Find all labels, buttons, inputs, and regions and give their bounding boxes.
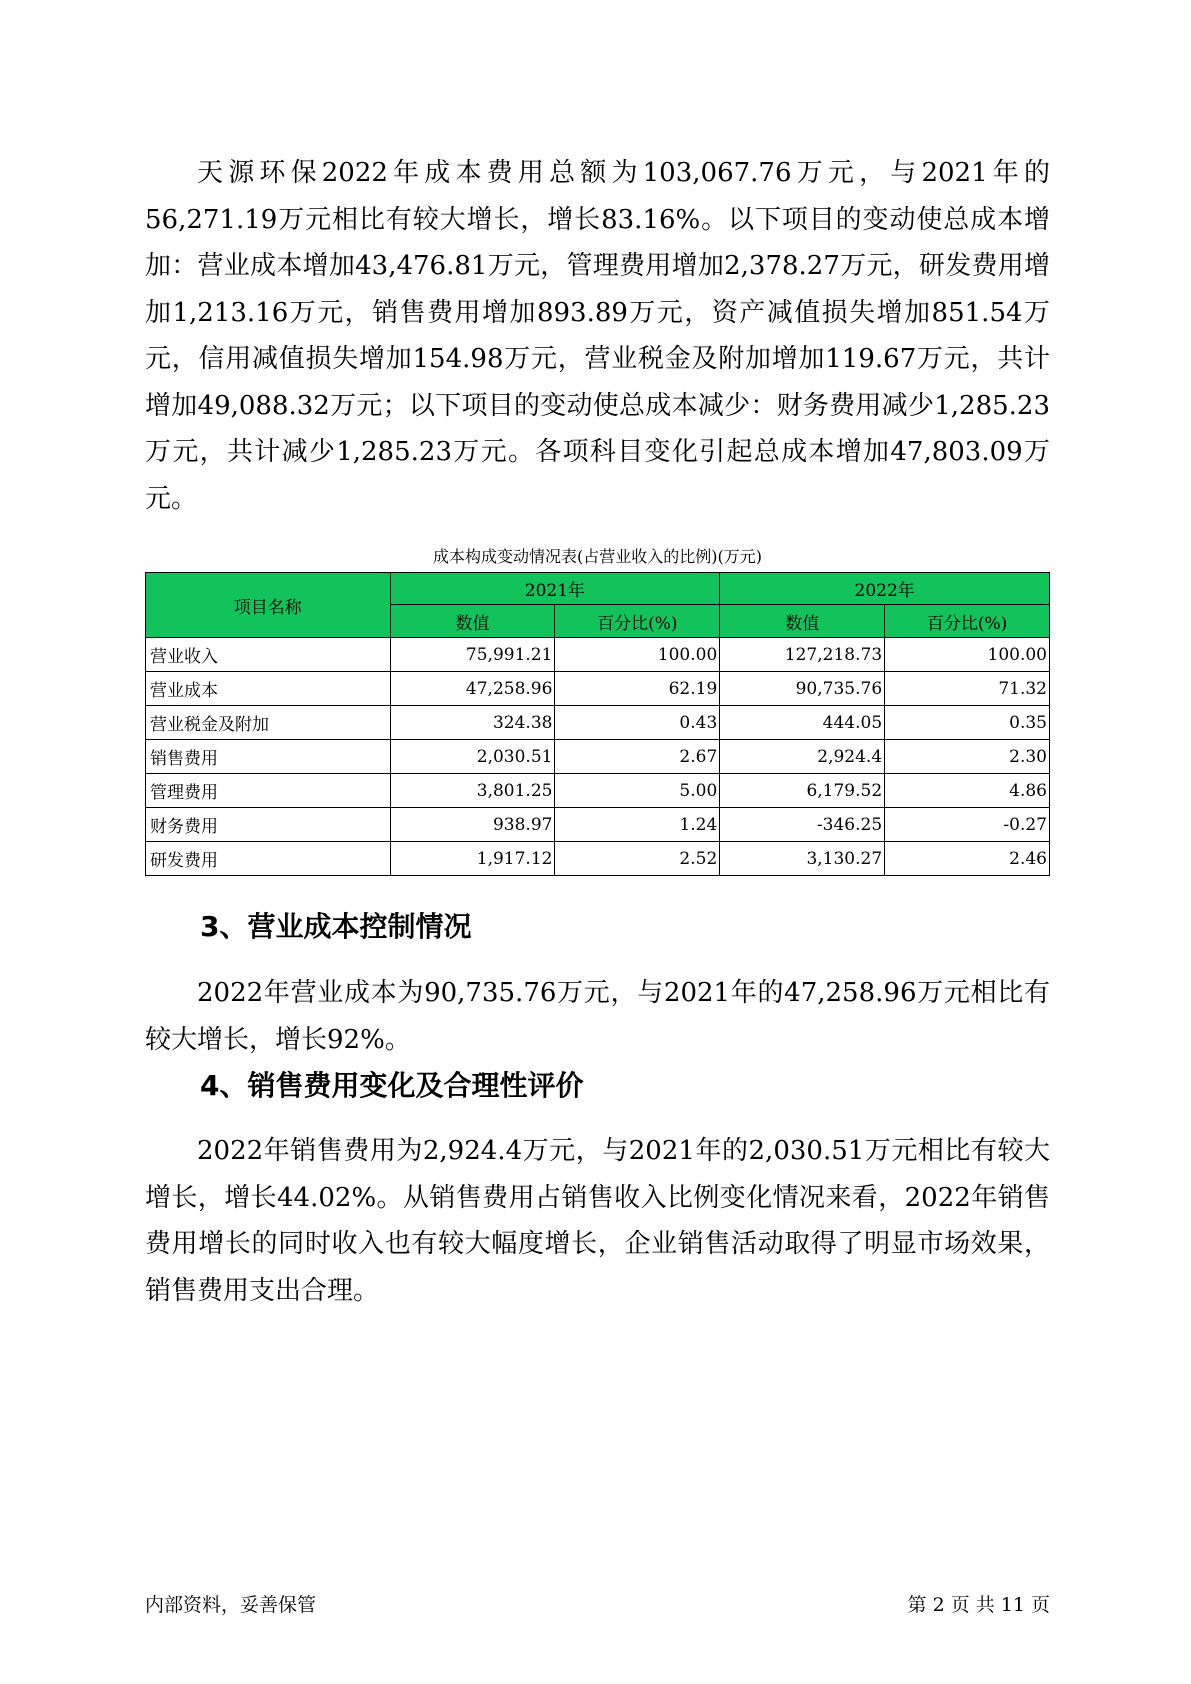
table-row [146, 672, 1050, 706]
value-2021: 2,030.51 [390, 740, 555, 774]
row-name: 营业收入 [146, 638, 391, 672]
header-value-2022: 数值 [720, 605, 885, 638]
value-2022: 6,179.52 [720, 774, 885, 808]
header-percent-2021: 百分比(%) [555, 605, 720, 638]
header-value-2021: 数值 [390, 605, 555, 638]
percent-2022: -0.27 [885, 808, 1050, 842]
percent-2022: 100.00 [885, 638, 1050, 672]
value-2021: 938.97 [390, 808, 555, 842]
percent-2022: 4.86 [885, 774, 1050, 808]
table-row [146, 774, 1050, 808]
percent-2022: 2.30 [885, 740, 1050, 774]
value-2021: 47,258.96 [390, 672, 555, 706]
header-year-2021: 2021年 [390, 573, 720, 605]
percent-2021: 2.67 [555, 740, 720, 774]
value-2022: -346.25 [720, 808, 885, 842]
row-name: 营业成本 [146, 672, 391, 706]
header-percent-2022: 百分比(%) [885, 605, 1050, 638]
percent-2021: 100.00 [555, 638, 720, 672]
cost-structure-table [145, 572, 1050, 876]
intro-paragraph: 天源环保2022年成本费用总额为103,067.76万元，与2021年的56,271.19万元相比有较大增长，增长83.16%。以下项目的变动使总成本增加：营业成本增加43,476.81万元，管理费用增加2,378.27万元，研发费用增加1,213.16万元，销售费用增加893.89万元，资产减值损失增加851.54万元，信用减值损失增加154.98万元，营业税金及附加增加119.67万元，共计增加49,088.32万元；以下项目的变动使总成本减少：财务费用减少1,285.23万元，共计减少1,285.23万元。各项科目变化引起总成本增加47,803.09万元。 [145, 158, 1050, 514]
table-row [146, 638, 1050, 672]
value-2022: 444.05 [720, 706, 885, 740]
row-name: 销售费用 [146, 740, 391, 774]
percent-2022: 2.46 [885, 842, 1050, 876]
percent-2022: 71.32 [885, 672, 1050, 706]
table-row [146, 706, 1050, 740]
percent-2021: 5.00 [555, 774, 720, 808]
value-2021: 324.38 [390, 706, 555, 740]
header-year-2022: 2022年 [720, 573, 1050, 605]
table-row [146, 740, 1050, 774]
footer-confidential-note: 内部资料，妥善保管 [145, 1594, 317, 1616]
percent-2022: 0.35 [885, 706, 1050, 740]
value-2021: 3,801.25 [390, 774, 555, 808]
percent-2021: 62.19 [555, 672, 720, 706]
value-2022: 3,130.27 [720, 842, 885, 876]
table-caption: 成本构成变动情况表(占营业收入的比例)(万元) [433, 547, 762, 566]
row-name: 管理费用 [146, 774, 391, 808]
percent-2021: 1.24 [555, 808, 720, 842]
header-item-name: 项目名称 [146, 573, 391, 638]
row-name: 研发费用 [146, 842, 391, 876]
section-4-paragraph: 2022年销售费用为2,924.4万元，与2021年的2,030.51万元相比有较大增长，增长44.02%。从销售费用占销售收入比例变化情况来看，2022年销售费用增长的同时收入也有较大幅度增长，企业销售活动取得了明显市场效果，销售费用支出合理。 [145, 1136, 1050, 1306]
section-4-heading: 4、销售费用变化及合理性评价 [200, 1069, 584, 1102]
table-row [146, 842, 1050, 876]
percent-2021: 2.52 [555, 842, 720, 876]
percent-2021: 0.43 [555, 706, 720, 740]
table-row [146, 808, 1050, 842]
value-2021: 75,991.21 [390, 638, 555, 672]
row-name: 财务费用 [146, 808, 391, 842]
value-2022: 2,924.4 [720, 740, 885, 774]
row-name: 营业税金及附加 [146, 706, 391, 740]
value-2021: 1,917.12 [390, 842, 555, 876]
section-3-paragraph: 2022年营业成本为90,735.76万元，与2021年的47,258.96万元相比有较大增长，增长92%。 [145, 978, 1050, 1055]
value-2022: 90,735.76 [720, 672, 885, 706]
footer-page-number: 第 2 页 共 11 页 [907, 1594, 1050, 1616]
section-3-heading: 3、营业成本控制情况 [200, 910, 472, 943]
value-2022: 127,218.73 [720, 638, 885, 672]
